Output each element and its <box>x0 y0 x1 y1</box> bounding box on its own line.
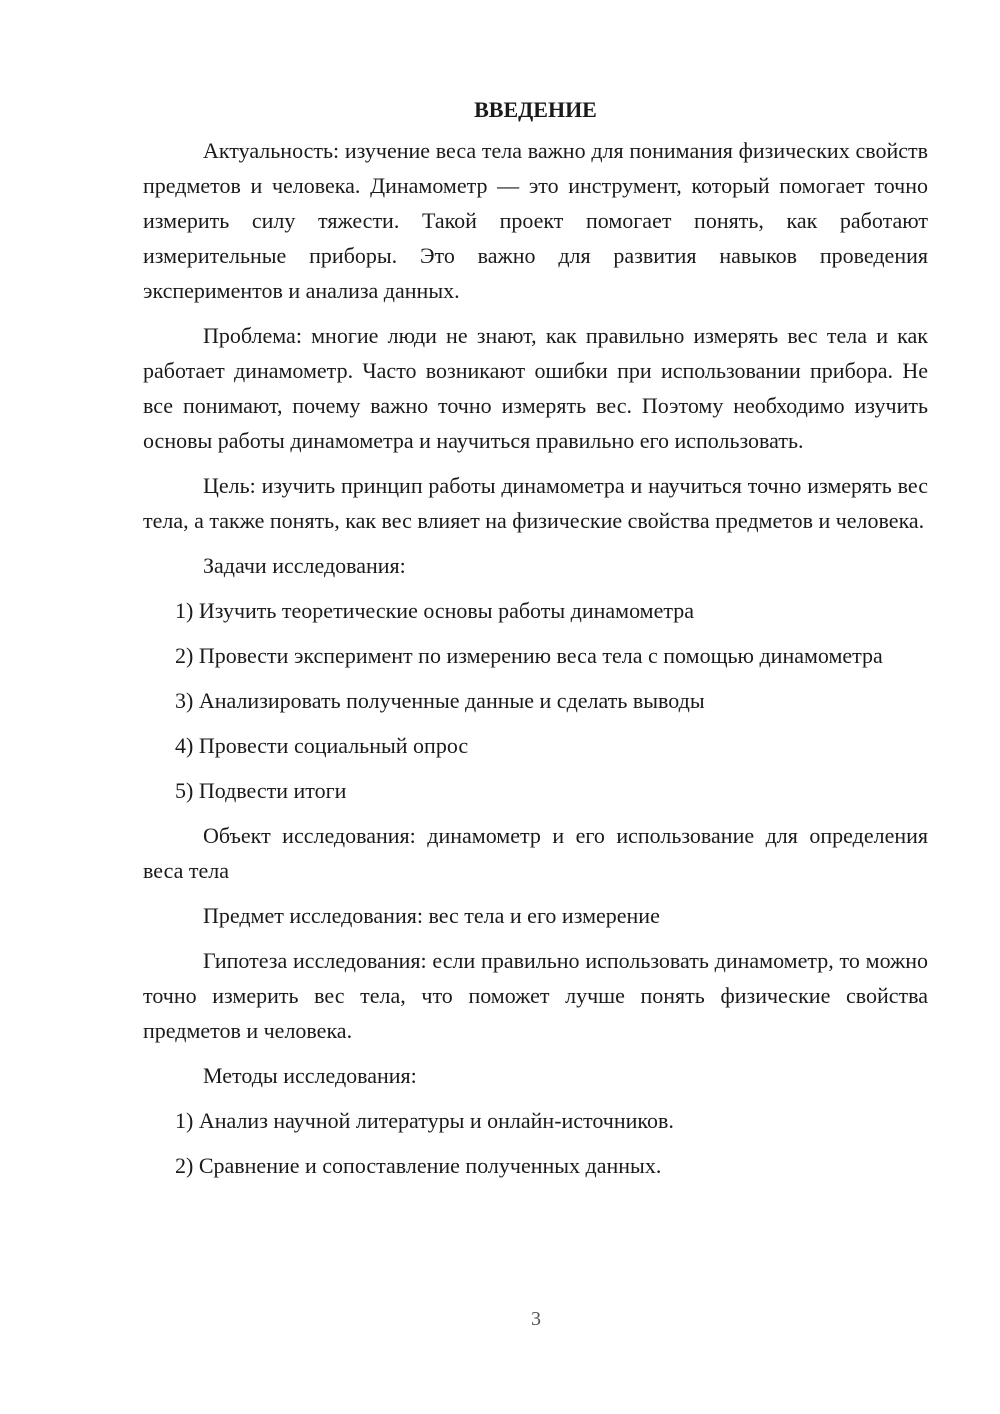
paragraph-object: Объект исследования: динамометр и его использование для определения веса тела <box>143 823 928 883</box>
list-item-task-2: 2) Провести эксперимент по измерению веса тела с помощью динамометра <box>175 643 883 668</box>
list-item-task-1: 1) Изучить теоретические основы работы динамометра <box>175 598 694 623</box>
list-item-task-5: 5) Подвести итоги <box>175 778 347 803</box>
section-title: ВВЕДЕНИЕ <box>474 97 597 122</box>
paragraph-tasks-heading: Задачи исследования: <box>203 553 406 578</box>
paragraph-hypothesis: Гипотеза исследования: если правильно использовать динамометр, то можно точно измерить вес тела, что поможет лучше понять физические свойства предметов и человека. <box>143 948 928 1043</box>
list-item-method-2: 2) Сравнение и сопоставление полученных данных. <box>175 1153 662 1178</box>
paragraph-relevance: Актуальность: изучение веса тела важно для понимания физических свойств предметов и человека. Динамометр — это инструмент, который помогает точно измерить силу тяжести. Такой проект помогает понять, как работают измерительные приборы. Это важно для развития навыков проведения экспериментов и анализа данных. <box>143 138 928 303</box>
list-item-method-1: 1) Анализ научной литературы и онлайн-источников. <box>175 1108 674 1133</box>
paragraph-methods-heading: Методы исследования: <box>203 1063 417 1088</box>
paragraph-problem: Проблема: многие люди не знают, как правильно измерять вес тела и как работает динамометр. Часто возникают ошибки при использовании прибора. Не все понимают, почему важно точно измерять вес. Поэтому необходимо изучить основы работы динамометра и научиться правильно его использовать. <box>143 323 928 453</box>
page-content <box>143 92 928 1193</box>
list-item-task-3: 3) Анализировать полученные данные и сделать выводы <box>175 688 705 713</box>
paragraph-goal: Цель: изучить принцип работы динамометра и научиться точно измерять вес тела, а также понять, как вес влияет на физические свойства предметов и человека. <box>143 473 928 533</box>
paragraph-subject: Предмет исследования: вес тела и его измерение <box>203 903 660 928</box>
page-number: 3 <box>531 1308 541 1330</box>
list-item-task-4: 4) Провести социальный опрос <box>175 733 469 758</box>
